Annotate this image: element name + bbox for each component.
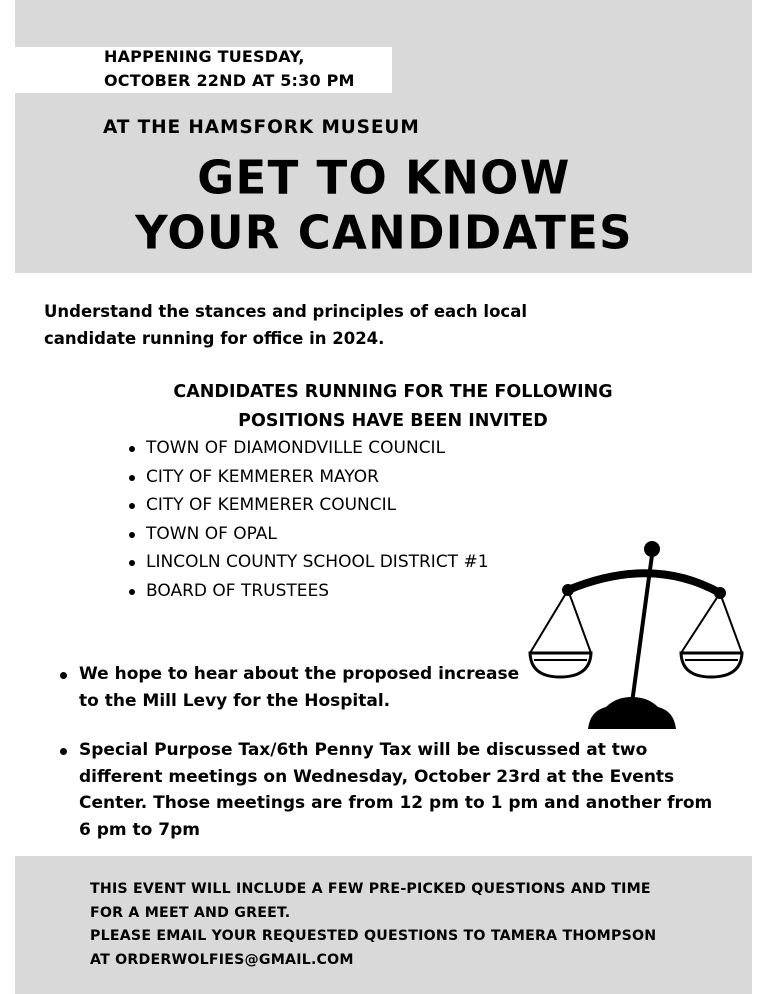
- event-date-line-2: OCTOBER 22ND AT 5:30 PM: [104, 71, 355, 90]
- footer-line-4: AT ORDERWOLFIES@GMAIL.COM: [90, 951, 354, 968]
- scales-of-justice-icon: [520, 535, 750, 735]
- page-title-line-1: GET TO KNOW: [197, 150, 571, 205]
- note-line: Special Purpose Tax/6th Penny Tax will be discussed at two: [79, 740, 648, 760]
- footer-line-3: PLEASE EMAIL YOUR REQUESTED QUESTIONS TO TAMERA THOMPSON: [90, 928, 657, 944]
- intro-text: [44, 298, 564, 352]
- position-item: CITY OF KEMMERER MAYOR: [128, 463, 548, 492]
- note-penny-tax: [60, 737, 740, 843]
- position-item: CITY OF KEMMERER COUNCIL: [128, 491, 548, 520]
- page-title-line-2: YOUR CANDIDATES: [135, 205, 633, 260]
- note-mill-levy: [60, 661, 540, 714]
- note-line: to the Mill Levy for the Hospital.: [79, 690, 391, 711]
- candidates-heading-line-2: POSITIONS HAVE BEEN INVITED: [238, 411, 548, 431]
- note-line: different meetings on Wednesday, October 23rd at the Events: [79, 766, 675, 787]
- candidates-heading-line-1: CANDIDATES RUNNING FOR THE FOLLOWING: [173, 382, 613, 402]
- footer-line-1: THIS EVENT WILL INCLUDE A FEW PRE-PICKED QUESTIONS AND TIME: [90, 881, 651, 897]
- note-item: [60, 661, 540, 714]
- event-location: AT THE HAMSFORK MUSEUM: [103, 117, 420, 138]
- footer-line-2: FOR A MEET AND GREET.: [90, 904, 291, 921]
- note-line: Center. Those meetings are from 12 pm to 1 pm and another from: [79, 793, 713, 813]
- event-date-line-1: HAPPENING TUESDAY,: [104, 47, 305, 66]
- position-item: TOWN OF DIAMONDVILLE COUNCIL: [128, 434, 548, 463]
- intro-line-1: Understand the stances and principles of each local: [44, 302, 527, 321]
- position-item-continuation: BOARD OF TRUSTEES: [128, 577, 548, 606]
- intro-line-2: candidate running for office in 2024.: [44, 329, 385, 348]
- positions-list: [128, 434, 548, 605]
- page-title: [0, 150, 768, 259]
- position-item: TOWN OF OPAL: [128, 520, 548, 549]
- footer-text: [90, 878, 690, 972]
- note-item: [60, 737, 740, 843]
- note-line: We hope to hear about the proposed increase: [79, 664, 520, 684]
- event-date: [104, 45, 394, 93]
- note-line: 6 pm to 7pm: [79, 819, 200, 840]
- position-item: LINCOLN COUNTY SCHOOL DISTRICT #1: [128, 548, 548, 577]
- candidates-heading: [140, 378, 646, 436]
